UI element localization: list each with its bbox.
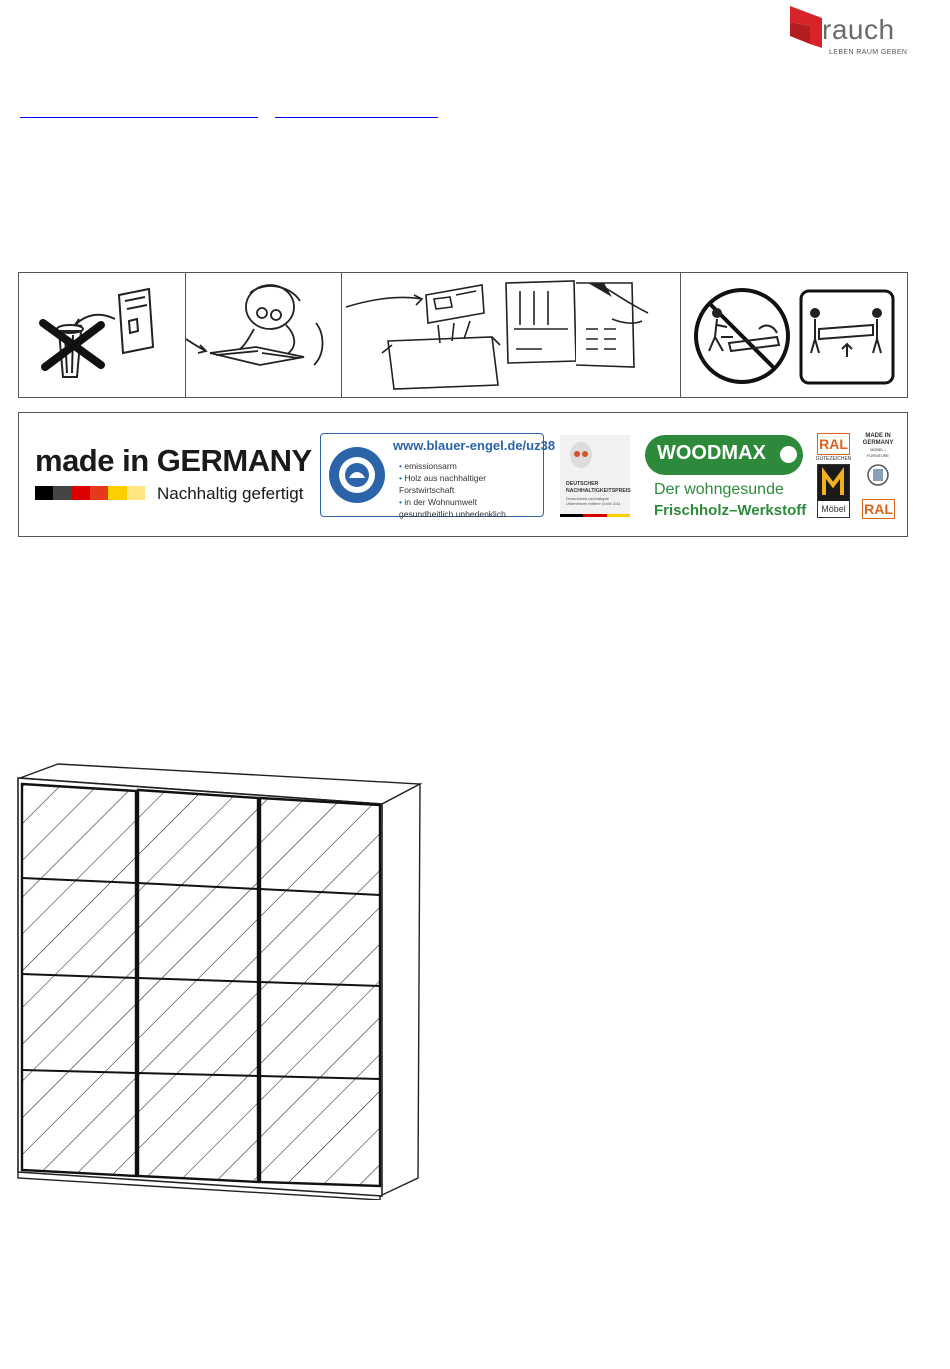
brand-logo bbox=[786, 0, 914, 62]
instruction-strip bbox=[18, 272, 908, 398]
lift-carry-icon bbox=[799, 289, 895, 385]
nachhaltigkeitspreis-title bbox=[566, 481, 631, 495]
flag-stripe bbox=[560, 514, 630, 517]
document-link-2[interactable] bbox=[275, 103, 438, 118]
moebel-seal bbox=[817, 464, 850, 518]
blauer-engel-seal-icon bbox=[327, 442, 387, 508]
panel-no-trash bbox=[19, 273, 186, 397]
brand-tagline: LEBEN RAUM GEBEN bbox=[829, 49, 908, 56]
blauer-engel-item: • emissionsarm bbox=[399, 460, 543, 472]
moebel-m-icon bbox=[818, 465, 849, 501]
read-manual-icon bbox=[186, 273, 342, 397]
ral-mig-mark: RAL bbox=[862, 499, 895, 519]
ral-mig-title bbox=[861, 433, 895, 446]
no-trash-icon bbox=[19, 273, 186, 397]
wardrobe-drawing bbox=[14, 758, 424, 1200]
blauer-engel-item: • in der Wohnumwelt gesundheitlich unbedenklich bbox=[399, 496, 527, 520]
panel-handling bbox=[681, 273, 907, 397]
ral-mig-title-line1: MADE IN bbox=[865, 433, 891, 439]
nachhaltigkeitspreis-badge bbox=[560, 435, 630, 517]
award-trophy-icon bbox=[568, 441, 594, 473]
document-link-1[interactable] bbox=[20, 103, 258, 118]
woodmax-dot-icon bbox=[780, 446, 797, 463]
nachhaltigkeitspreis-note: Deutschlands nachhaltigste Unternehmen mittlerer Größe 2014 bbox=[566, 497, 621, 506]
blauer-engel-badge bbox=[320, 433, 556, 519]
panel-read-manual bbox=[186, 273, 342, 397]
ral-mig-sub: MÖBEL • FURNITURE bbox=[867, 448, 889, 458]
blauer-engel-item: • Holz aus nachhaltiger Forstwirtschaft bbox=[399, 472, 543, 496]
logo-mark-icon bbox=[788, 4, 824, 48]
ral-mark: RAL bbox=[817, 433, 850, 455]
woodmax-line1: Der wohngesunde bbox=[654, 481, 784, 498]
ral-label: GÜTEZEICHEN bbox=[815, 456, 852, 462]
keep-manual-icon bbox=[342, 273, 681, 397]
ral-mig-title-line2: GERMANY bbox=[862, 439, 894, 446]
blauer-engel-criteria bbox=[399, 460, 543, 520]
ral-mig-seal-icon bbox=[867, 463, 889, 491]
made-in-germany-subtitle: Nachhaltig gefertigt bbox=[157, 484, 304, 503]
brand-name: rauch bbox=[822, 14, 895, 45]
woodmax-name: WOODMAX bbox=[657, 442, 766, 464]
german-flag-stripe bbox=[35, 486, 145, 500]
moebel-label: Möbel bbox=[821, 504, 846, 514]
blauer-engel-url[interactable]: www.blauer-engel.de/uz38 bbox=[393, 438, 556, 453]
certification-strip bbox=[18, 412, 908, 537]
panel-keep-manual bbox=[342, 273, 681, 397]
nachhaltigkeitspreis-title-line1: DEUTSCHER bbox=[566, 481, 599, 487]
woodmax-line2: Frischholz–Werkstoff bbox=[654, 502, 807, 519]
made-in-germany-title: made in GERMANY bbox=[35, 443, 312, 478]
nachhaltigkeitspreis-title-line2: NACHHALTIGKEITSPREIS bbox=[566, 488, 631, 494]
woodmax-logo bbox=[645, 435, 803, 475]
